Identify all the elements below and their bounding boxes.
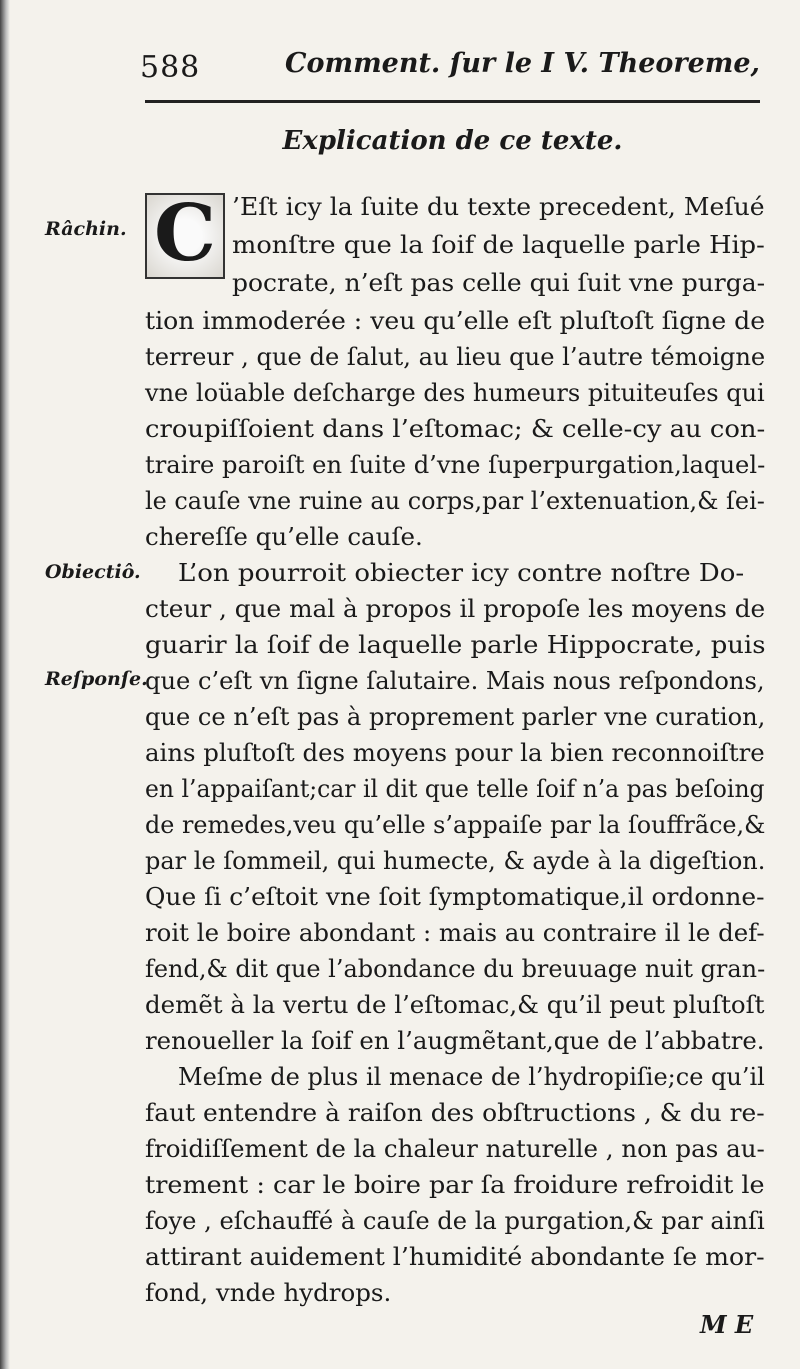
text-line: Meſme de plus il menace de l’hydropiſie;ce qu’il [178,1062,765,1091]
text-line: le cauſe vne ruine au corps,par l’extenuation,& ſei- [145,486,765,515]
page-header [140,44,770,94]
margin-note-objection: Obiectiô. [45,561,141,583]
scan-edge [0,0,10,1369]
text-line: cteur , que mal à propos il propoſe les moyens de [145,594,766,623]
drop-cap-letter: C [153,188,217,279]
text-line: tion immoderée : veu qu’elle eſt pluſtoſt ſigne de [145,306,766,335]
text-line: monſtre que la ſoif de laquelle parle Hip- [232,230,765,259]
text-line: roit le boire abondant : mais au contraire il le def- [145,918,765,947]
running-title: Comment. ſur le I V. Theoreme, [285,48,760,79]
text-line: traire paroiſt en ſuite d’vne ſuperpurgation,laquel- [145,450,766,479]
text-line: foye , eſchauffé à cauſe de la purgation,& par ainſi [145,1206,765,1235]
text-line: froidiſſement de la chaleur naturelle , non pas au- [145,1134,765,1163]
text-line: de remedes,veu qu’elle s’appaiſe par la ſouffrãce,& [145,810,766,839]
text-line: pocrate, n’eſt pas celle qui ſuit vne purga- [232,268,766,297]
margin-note-rachin: Râchin. [45,218,127,240]
text-line: terreur , que de ſalut, au lieu que l’autre témoigne [145,342,766,371]
text-line: attirant auidement l’humidité abondante ſe mor- [145,1242,765,1271]
text-line: fond, vnde hydrops. [145,1278,392,1307]
text-line: trement : car le boire par ſa froidure refroidit le [145,1170,765,1199]
text-line: par le ſommeil, qui humecte, & ayde à la digeſtion. [145,846,766,875]
section-title: Explication de ce texte. [282,126,623,156]
text-line: que c’eſt vn ſigne ſalutaire. Mais nous reſpondons, [145,666,765,695]
text-line: faut entendre à raiſon des obſtructions , & du re- [145,1098,765,1127]
drop-cap [145,188,225,279]
text-line: demẽt à la vertu de l’eſtomac,& qu’il peut pluſtoſt [145,990,765,1019]
text-line: renoueller la ſoif en l’augmẽtant,que de l’abbatre. [145,1026,765,1055]
text-line: guarir la ſoif de laquelle parle Hippocrate, puis [145,630,766,659]
text-line: L’on pourroit obiecter icy contre noſtre Do- [178,558,745,587]
page-number: 588 [140,50,201,85]
header-rule [145,100,760,103]
text-line: ains pluſtoſt des moyens pour la bien reconnoiſtre [145,738,765,767]
margin-note-response: Reſponſe. [45,668,148,690]
text-line: fend,& dit que l’abondance du breuuage nuit gran- [145,954,766,983]
text-line: ’Eſt icy la ſuite du texte precedent, Meſué [232,192,765,221]
text-line: Que ſi c’eſtoit vne ſoit ſymptomatique,il ordonne- [145,882,765,911]
text-line: croupiſſoient dans l’eſtomac; & celle-cy au con- [145,414,766,443]
text-line: que ce n’eſt pas à proprement parler vne curation, [145,702,766,731]
text-line: vne loüable deſcharge des humeurs pituiteuſes qui [145,378,765,407]
text-line: en l’appaiſant;car il dit que telle ſoif n’a pas beſoing [145,774,765,803]
text-line: chereſſe qu’elle cauſe. [145,522,423,551]
catchword: M E [700,1310,754,1339]
